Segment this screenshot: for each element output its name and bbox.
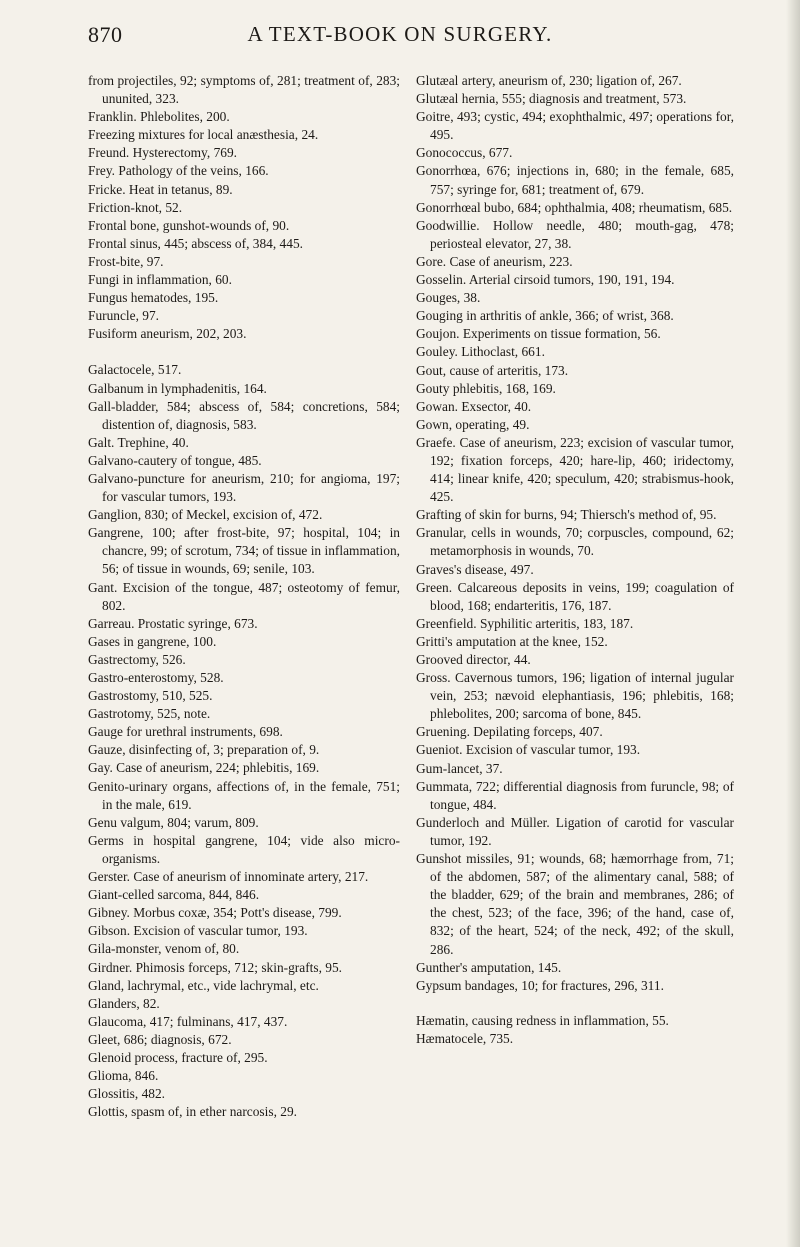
- index-entry: Gall-bladder, 584; abscess of, 584; concretions, 584; distention of, diagnosis, 583.: [88, 398, 400, 432]
- index-entry: Gastro-enterostomy, 528.: [88, 670, 224, 685]
- index-entry: Grafting of skin for burns, 94; Thiersch's method of, 95.: [416, 507, 717, 523]
- index-entry: Gland, lachrymal, etc., vide lachrymal, etc.: [88, 977, 319, 993]
- index-entry: Fungi in inflammation, 60.: [88, 272, 232, 288]
- index-entry: Gore. Case of aneurism, 223.: [416, 253, 573, 269]
- index-entry: Goitre, 493; cystic, 494; exophthalmic, 497; operations for, 495.: [416, 109, 734, 143]
- index-entry: Granular, cells in wounds, 70; corpuscles, compound, 62; metamorphosis in wounds, 70.: [416, 525, 734, 559]
- index-entry: Garreau. Prostatic syringe, 673.: [88, 615, 258, 631]
- page-number: 870: [88, 22, 123, 47]
- index-entry: Glioma, 846.: [88, 1068, 159, 1084]
- index-entry: Giant-celled sarcoma, 844, 846.: [88, 887, 260, 903]
- index-entry: from projectiles, 92; symptoms of, 281; treatment of, 283; ununited, 323.: [88, 73, 400, 107]
- section-gap: [88, 343, 400, 361]
- index-entry: Graefe. Case of aneurism, 223; excision of vascular tumor, 192; fixation forceps, 420; hare-lip, 460; iridectomy, 414; linear knife, 420; speculum, 420; strabismus-hook, 425.: [416, 434, 734, 505]
- index-entry: Gouging in arthritis of ankle, 366; of wrist, 368.: [416, 308, 674, 324]
- index-entry: Gum-lancet, 37.: [416, 760, 503, 776]
- index-entry: Glutæal artery, aneurism of, 230; ligation of, 267.: [416, 73, 682, 88]
- index-entry: Gastrotomy, 525, note.: [88, 706, 211, 722]
- index-entry: Gross. Cavernous tumors, 196; ligation of internal jugular vein, 253; nævoid elephantiasis, 196; phlebitis, 168; phlebolites, 200; sarcoma of bone, 845.: [416, 670, 734, 722]
- index-entry: Gueniot. Excision of vascular tumor, 193.: [416, 742, 641, 758]
- page-header: [0, 22, 800, 52]
- index-entry: Gauze, disinfecting of, 3; preparation of, 9.: [88, 742, 320, 758]
- index-entry: Gypsum bandages, 10; for fractures, 296, 311.: [416, 977, 664, 993]
- index-entry: Fricke. Heat in tetanus, 89.: [88, 181, 233, 197]
- index-entry: Genito-urinary organs, affections of, in the female, 751; in the male, 619.: [88, 778, 400, 812]
- index-entry: Greenfield. Syphilitic arteritis, 183, 187.: [416, 615, 634, 631]
- index-entry: Frontal sinus, 445; abscess of, 384, 445.: [88, 235, 303, 251]
- index-entry: Gummata, 722; differential diagnosis from furuncle, 98; of tongue, 484.: [416, 778, 734, 812]
- index-column-right: [416, 72, 734, 1048]
- index-entry: Galactocele, 517.: [88, 362, 182, 378]
- index-entry: Gouges, 38.: [416, 290, 481, 306]
- index-entry: Fungus hematodes, 195.: [88, 290, 219, 306]
- index-entry: Gleet, 686; diagnosis, 672.: [88, 1031, 232, 1047]
- index-entry: Friction-knot, 52.: [88, 199, 183, 215]
- index-entry: Glaucoma, 417; fulminans, 417, 437.: [88, 1013, 288, 1029]
- index-entry: Gastrostomy, 510, 525.: [88, 688, 213, 704]
- index-entry: Frost-bite, 97.: [88, 253, 164, 269]
- index-entry: Freezing mixtures for local anæsthesia, 24.: [88, 127, 319, 143]
- index-entry: Gosselin. Arterial cirsoid tumors, 190, 191, 194.: [416, 272, 675, 288]
- page-edge-shadow: [786, 0, 800, 1247]
- index-entry: Gay. Case of aneurism, 224; phlebitis, 169.: [88, 760, 320, 776]
- index-entry: Gerster. Case of aneurism of innominate artery, 217.: [88, 869, 369, 885]
- index-entry: Grooved director, 44.: [416, 652, 531, 667]
- index-entry: Frontal bone, gunshot-wounds of, 90.: [88, 217, 290, 233]
- index-entry: Freund. Hysterectomy, 769.: [88, 145, 238, 161]
- index-entry: Gibney. Morbus coxæ, 354; Pott's disease, 799.: [88, 905, 342, 921]
- index-entry: Frey. Pathology of the veins, 166.: [88, 163, 269, 179]
- index-entry: Fusiform aneurism, 202, 203.: [88, 326, 247, 342]
- index-entry: Furuncle, 97.: [88, 308, 160, 324]
- index-column-left: [88, 72, 400, 1121]
- index-entry: Glenoid process, fracture of, 295.: [88, 1049, 268, 1065]
- index-entry: Gibson. Excision of vascular tumor, 193.: [88, 923, 308, 939]
- index-entry: Glossitis, 482.: [88, 1086, 166, 1102]
- index-entry: Gouley. Lithoclast, 661.: [416, 344, 545, 360]
- index-entry: Gout, cause of arteritis, 173.: [416, 362, 569, 378]
- index-entry: Gant. Excision of the tongue, 487; osteotomy of femur, 802.: [88, 579, 400, 613]
- index-entry: Goodwillie. Hollow needle, 480; mouth-gag, 478; periosteal elevator, 27, 38.: [416, 217, 734, 251]
- index-entry: Gunshot missiles, 91; wounds, 68; hæmorrhage from, 71; of the abdomen, 587; of the alimentary canal, 588; of the bladder, 629; of the brain and membranes, 286; of the chest, 523; of the face, 396; of the hand, case of, 832; of the heart, 524; of the neck, 492; of the skull, 286.: [416, 851, 734, 957]
- index-entry: Gases in gangrene, 100.: [88, 633, 217, 649]
- index-entry-group: [416, 72, 734, 995]
- index-entry: Galvano-puncture for aneurism, 210; for angioma, 197; for vascular tumors, 193.: [88, 470, 400, 505]
- index-entry: Gown, operating, 49.: [416, 416, 530, 432]
- index-entry: Girdner. Phimosis forceps, 712; skin-grafts, 95.: [88, 959, 343, 975]
- index-entry: Hæmatin, causing redness in inflammation, 55.: [416, 1012, 669, 1028]
- index-entry-group: [88, 72, 400, 343]
- index-entry: Gruening. Depilating forceps, 407.: [416, 724, 603, 740]
- section-gap: [416, 995, 734, 1012]
- index-entry-group: [88, 361, 400, 1121]
- index-entry: Gouty phlebitis, 168, 169.: [416, 380, 556, 396]
- index-entry: Ganglion, 830; of Meckel, excision of, 472.: [88, 507, 323, 523]
- index-entry: Hæmatocele, 735.: [416, 1030, 514, 1046]
- index-entry: Gonococcus, 677.: [416, 145, 513, 161]
- index-entry: Gonorrhœal bubo, 684; ophthalmia, 408; rheumatism, 685.: [416, 199, 733, 215]
- index-entry: Goujon. Experiments on tissue formation, 56.: [416, 326, 661, 342]
- index-entry: Galbanum in lymphadenitis, 164.: [88, 380, 267, 396]
- index-entry: Gila-monster, venom of, 80.: [88, 941, 240, 957]
- index-entry-group: [416, 1012, 734, 1048]
- index-entry: Gritti's amputation at the knee, 152.: [416, 633, 608, 649]
- index-entry: Gunderloch and Müller. Ligation of carotid for vascular tumor, 192.: [416, 814, 734, 848]
- index-entry: Gangrene, 100; after frost-bite, 97; hospital, 104; in chancre, 99; of scrotum, 734; of tissue in inflammation, 56; of tissue in wounds, 69; senile, 103.: [88, 525, 400, 577]
- index-entry: Germs in hospital gangrene, 104; vide also micro-organisms.: [88, 832, 400, 866]
- index-entry: Genu valgum, 804; varum, 809.: [88, 814, 259, 830]
- index-entry: Gonorrhœa, 676; injections in, 680; in the female, 685, 757; syringe for, 681; treatment of, 679.: [416, 163, 734, 197]
- index-entry: Glutæal hernia, 555; diagnosis and treatment, 573.: [416, 91, 687, 107]
- index-entry: Gunther's amputation, 145.: [416, 959, 562, 975]
- index-entry: Graves's disease, 497.: [416, 561, 534, 577]
- running-title: A TEXT-BOOK ON SURGERY.: [247, 22, 553, 46]
- index-entry: Green. Calcareous deposits in veins, 199; coagulation of blood, 168; endarteritis, 176, 187.: [416, 579, 734, 613]
- index-entry: Franklin. Phlebolites, 200.: [88, 109, 230, 125]
- index-entry: Gowan. Exsector, 40.: [416, 398, 532, 414]
- index-entry: Glottis, spasm of, in ether narcosis, 29.: [88, 1104, 298, 1120]
- index-entry: Gauge for urethral instruments, 698.: [88, 724, 283, 740]
- index-entry: Galt. Trephine, 40.: [88, 434, 189, 450]
- index-entry: Galvano-cautery of tongue, 485.: [88, 452, 262, 468]
- index-entry: Gastrectomy, 526.: [88, 651, 186, 667]
- index-entry: Glanders, 82.: [88, 995, 160, 1011]
